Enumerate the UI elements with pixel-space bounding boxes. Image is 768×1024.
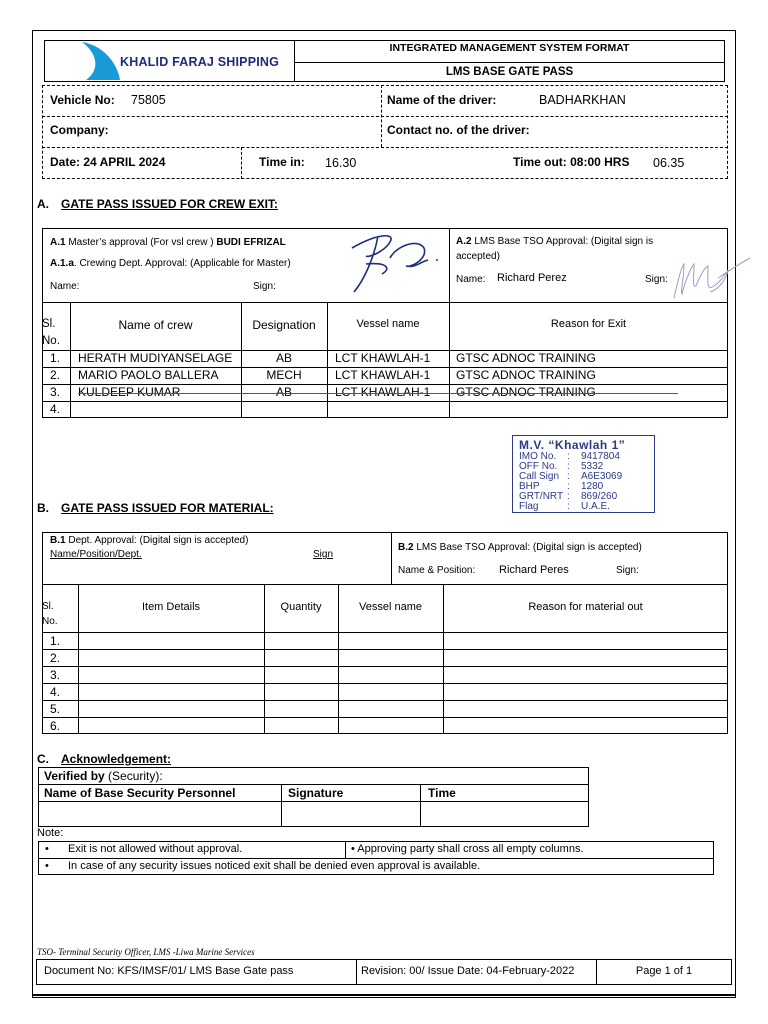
- vessel-stamp: [512, 435, 655, 513]
- info-vdivider-date: [241, 147, 242, 179]
- material-row-line-3: [42, 683, 728, 684]
- crew-row-reason: GTSC ADNOC TRAINING: [456, 368, 596, 382]
- note-bullet-3: •: [45, 860, 49, 872]
- company-label: Company:: [50, 123, 109, 137]
- crew-row-name: KULDEEP KUMAR: [78, 385, 181, 399]
- crew-row-sl: 2.: [50, 368, 61, 382]
- material-table-box: [42, 532, 728, 734]
- crew-col-no-label: No.: [42, 335, 60, 347]
- a2-name-value: Richard Perez: [497, 272, 567, 284]
- info-line-1: [42, 116, 728, 117]
- format-title: INTEGRATED MANAGEMENT SYSTEM FORMAT: [389, 42, 630, 54]
- crew-row-designation: MECH: [266, 368, 302, 382]
- crew-col-vessel-label: Vessel name: [356, 318, 420, 330]
- material-col-no-label: No.: [42, 616, 58, 627]
- crew-row-sl: 1.: [50, 351, 61, 365]
- ack-col-name-label: Name of Base Security Personnel: [44, 786, 236, 800]
- b2-sign-label: Sign:: [616, 565, 639, 576]
- tso-signature-icon: [668, 256, 752, 304]
- material-row-sl: 3.: [50, 668, 61, 682]
- crew-row-name: HERATH MUDIYANSELAGE: [78, 351, 233, 365]
- material-row-sl: 4.: [50, 685, 61, 699]
- crew-row-designation: AB: [275, 351, 292, 365]
- section-a-letter: A.: [37, 197, 49, 211]
- a2-sign-label: Sign:: [645, 274, 668, 285]
- crew-row-sl: 3.: [50, 385, 61, 399]
- material-approval-bottom: [42, 584, 728, 585]
- crew-row-designation: AB: [275, 385, 292, 399]
- header-mid-line: [294, 62, 725, 63]
- crew-col-designation-label: Designation: [252, 318, 316, 332]
- ack-col-signature-label: Signature: [288, 786, 344, 800]
- section-a-title: GATE PASS ISSUED FOR CREW EXIT:: [61, 197, 278, 211]
- page-border-bottom: [32, 994, 736, 996]
- b2-name-label: Name & Position:: [398, 565, 476, 576]
- section-b-title: GATE PASS ISSUED FOR MATERIAL:: [61, 501, 274, 515]
- a1-name-label: Name:: [50, 281, 80, 292]
- ack-verified: Verified by (Security):: [44, 769, 163, 783]
- section-b-letter: B.: [37, 501, 49, 515]
- crew-row-vessel: LCT KHAWLAH-1: [335, 385, 431, 399]
- footer-divider-1: [356, 959, 357, 985]
- material-row-line-1: [42, 649, 728, 650]
- crew-row-reason: GTSC ADNOC TRAINING: [456, 385, 596, 399]
- a2-name-label: Name:: [456, 274, 486, 285]
- vehicle-value: 75805: [131, 93, 166, 107]
- stamp-line: IMO No. : 9417804: [519, 451, 620, 462]
- material-col-reason-label: Reason for material out: [528, 601, 643, 613]
- stamp-line: Flag : U.A.E.: [519, 501, 610, 512]
- footer-doc-no: Document No: KFS/IMSF/01/ LMS Base Gate pass: [44, 965, 294, 977]
- footer-page: Page 1 of 1: [635, 965, 693, 977]
- note-bullet-1: •: [45, 843, 49, 855]
- ack-line-1: [38, 784, 589, 785]
- stamp-line: GRT/NRT : 869/260: [519, 491, 618, 502]
- material-approval-divider: [391, 532, 392, 584]
- ack-col-time: [420, 784, 421, 827]
- a2-line1: A.2 LMS Base TSO Approval: (Digital sign is: [456, 236, 654, 247]
- note-item-3: In case of any security issues noticed exit shall be denied even approval is available.: [68, 860, 481, 872]
- material-col-vessel-label: Vessel name: [359, 601, 422, 613]
- material-row-sl: 1.: [50, 634, 61, 648]
- b1-sign: Sign: [313, 549, 334, 560]
- section-c-letter: C.: [37, 752, 49, 766]
- footer-legend: TSO- Terminal Security Officer, LMS -Liwa Marine Services: [37, 947, 255, 957]
- ack-col-signature: [281, 784, 282, 827]
- note-line: [38, 858, 714, 859]
- crew-row-sl: 4.: [50, 402, 61, 416]
- material-row-sl: 5.: [50, 702, 61, 716]
- time-out-value: 06.35: [653, 156, 685, 170]
- info-vdivider: [381, 85, 382, 147]
- crew-row-3-strikethrough: [78, 393, 678, 394]
- crew-col-name-label: Name of crew: [118, 318, 193, 332]
- time-in-value: 16.30: [325, 156, 357, 170]
- ack-col-time-label: Time: [428, 786, 456, 800]
- b2-line: B.2 LMS Base TSO Approval: (Digital sign is accepted): [398, 542, 642, 553]
- doc-title: LMS BASE GATE PASS: [445, 66, 574, 78]
- note-divider: [345, 841, 346, 858]
- crew-col-sl-label: Sl.: [42, 318, 56, 330]
- company-logo-icon: [76, 40, 122, 82]
- master-signature-icon: [346, 228, 446, 298]
- company-name: KHALID FARAJ SHIPPING: [120, 55, 280, 69]
- crew-row-name: MARIO PAOLO BALLERA: [78, 368, 219, 382]
- time-in-label: Time in:: [259, 155, 305, 169]
- material-col-sl-label: Sl.: [42, 601, 54, 612]
- section-c-title: Acknowledgement:: [61, 752, 172, 766]
- b1-name-position: Name/Position/Dept.: [50, 549, 142, 560]
- driver-label: Name of the driver:: [387, 93, 497, 107]
- crew-row-vessel: LCT KHAWLAH-1: [335, 368, 431, 382]
- driver-value: BADHARKHAN: [539, 93, 626, 107]
- footer-revision: Revision: 00/ Issue Date: 04-February-2022: [361, 965, 575, 977]
- material-header-bottom: [42, 632, 728, 633]
- ack-line-2: [38, 801, 589, 802]
- info-line-2: [42, 147, 728, 148]
- stamp-line: BHP : 1280: [519, 481, 604, 492]
- note-item-2: • Approving party shall cross all empty columns.: [351, 843, 584, 855]
- b2-name-value: Richard Peres: [499, 564, 569, 576]
- note-item-1: Exit is not allowed without approval.: [68, 843, 243, 855]
- material-row-line-2: [42, 666, 728, 667]
- contact-label: Contact no. of the driver:: [387, 123, 530, 137]
- material-col-item-label: Item Details: [141, 601, 201, 613]
- material-row-line-4: [42, 700, 728, 701]
- crew-row-line-3: [42, 401, 728, 402]
- b1-line: B.1 Dept. Approval: (Digital sign is accepted): [50, 535, 249, 546]
- crew-row-reason: GTSC ADNOC TRAINING: [456, 351, 596, 365]
- date-label: Date: 24 APRIL 2024: [50, 155, 166, 169]
- crew-row-vessel: LCT KHAWLAH-1: [335, 351, 431, 365]
- a1-sign-label: Sign:: [253, 281, 276, 292]
- material-row-sl: 2.: [50, 651, 61, 665]
- material-col-quantity-label: Quantity: [280, 601, 322, 613]
- a1-line: A.1 Master’s approval (For vsl crew ) BUDI EFRIZAL: [50, 237, 286, 248]
- stamp-line: OFF No. : 5332: [519, 461, 604, 472]
- a2-line2: accepted): [456, 251, 500, 262]
- crew-approval-bottom: [42, 302, 728, 303]
- vehicle-label: Vehicle No:: [50, 93, 115, 107]
- a1a-line: A.1.a. Crewing Dept. Approval: (Applicable for Master): [50, 258, 291, 269]
- stamp-line: Call Sign : A6E3069: [519, 471, 623, 482]
- note-label: Note:: [37, 827, 64, 839]
- material-row-sl: 6.: [50, 719, 61, 733]
- time-out-label: Time out: 08:00 HRS: [513, 155, 630, 169]
- stamp-title: M.V. “Khawlah 1”: [519, 438, 626, 452]
- crew-col-reason-label: Reason for Exit: [550, 318, 627, 330]
- material-row-line-5: [42, 717, 728, 718]
